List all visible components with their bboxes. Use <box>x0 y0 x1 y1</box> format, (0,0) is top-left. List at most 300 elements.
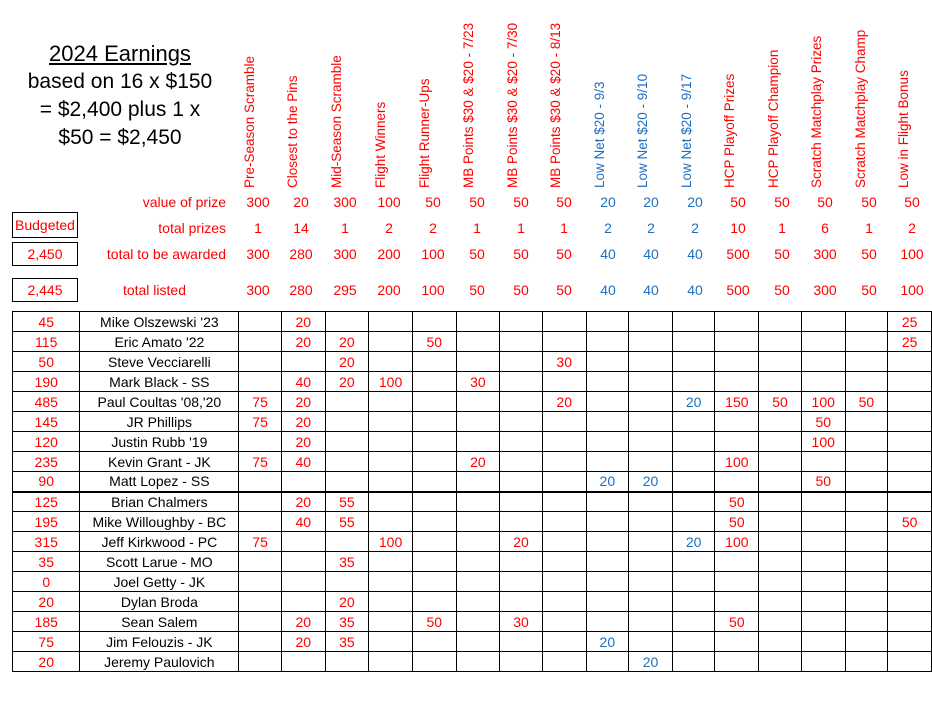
prize-cell <box>888 592 932 612</box>
column-header-label: Pre-Season Scramble <box>242 55 257 188</box>
summary-value-cell: 50 <box>425 194 441 210</box>
prize-cell <box>801 492 845 512</box>
summary-value-cell: 50 <box>774 194 790 210</box>
prize-cell: 100 <box>801 392 845 412</box>
summary-value-cell: 50 <box>904 194 920 210</box>
prize-cell <box>369 612 413 632</box>
prize-cell <box>845 472 888 492</box>
summary-listed-cell: 100 <box>900 282 924 298</box>
prize-cell <box>629 592 673 612</box>
summary-value-cell: 100 <box>377 194 401 210</box>
prize-cell <box>456 332 500 352</box>
table-row <box>13 652 932 672</box>
prize-cell: 20 <box>672 532 715 552</box>
prize-cell <box>412 552 456 572</box>
prize-cell <box>369 332 413 352</box>
prize-cell <box>672 652 715 672</box>
summary-total-cell: 280 <box>289 246 313 262</box>
column-header-label: Flight Winners <box>373 101 388 188</box>
summary-count-cell: 2 <box>604 220 612 236</box>
summary-listed-cell: 300 <box>246 282 270 298</box>
prize-cell <box>629 412 673 432</box>
prize-cell: 20 <box>281 632 325 652</box>
prize-cell: 30 <box>542 352 586 372</box>
column-header <box>367 0 411 188</box>
prize-cell <box>801 372 845 392</box>
summary-count-cell: 2 <box>385 220 393 236</box>
summary-value-cell: 20 <box>293 194 309 210</box>
prize-cell <box>542 312 586 332</box>
prize-cell <box>500 632 543 652</box>
prize-cell <box>629 432 673 452</box>
prize-cell <box>888 352 932 372</box>
prize-cell: 30 <box>500 612 543 632</box>
prize-cell <box>888 472 932 492</box>
prize-cell: 50 <box>801 472 845 492</box>
summary-count-cell: 10 <box>730 220 746 236</box>
prize-cell <box>586 612 629 632</box>
prize-cell: 75 <box>239 412 282 432</box>
table-row <box>13 512 932 532</box>
prize-cell <box>759 452 802 472</box>
player-name-cell: Joel Getty - JK <box>80 572 239 592</box>
prize-cell: 20 <box>281 412 325 432</box>
prize-cell: 75 <box>239 392 282 412</box>
summary-count-cell: 1 <box>778 220 786 236</box>
player-name-cell: Jim Felouzis - JK <box>80 632 239 652</box>
prize-cell <box>629 312 673 332</box>
summary-listed-cell: 500 <box>726 282 750 298</box>
player-name-cell: Steve Vecciarelli <box>80 352 239 372</box>
summary-listed-cell: 295 <box>333 282 357 298</box>
listed-value-box: 2,445 <box>12 278 78 302</box>
prize-cell <box>456 652 500 672</box>
prize-cell <box>412 432 456 452</box>
prize-cell <box>629 492 673 512</box>
prize-cell <box>542 632 586 652</box>
prize-cell <box>759 552 802 572</box>
prize-cell <box>239 492 282 512</box>
prize-cell <box>888 612 932 632</box>
prize-cell <box>325 432 369 452</box>
summary-total-cell: 200 <box>377 246 401 262</box>
prize-cell <box>586 372 629 392</box>
prize-cell <box>888 572 932 592</box>
prize-cell: 20 <box>629 652 673 672</box>
player-name-cell: Jeremy Paulovich <box>80 652 239 672</box>
column-header-label: Low Net $20 - 9/3 <box>592 81 607 188</box>
prize-cell <box>542 552 586 572</box>
prize-cell: 25 <box>888 332 932 352</box>
prize-cell <box>239 632 282 652</box>
prize-cell <box>456 592 500 612</box>
table-row <box>13 532 932 552</box>
prize-cell: 55 <box>325 512 369 532</box>
summary-listed-cell: 40 <box>687 282 703 298</box>
prize-cell <box>888 372 932 392</box>
prize-cell <box>586 572 629 592</box>
table-row <box>13 572 932 592</box>
prize-cell <box>759 592 802 612</box>
prize-cell <box>456 432 500 452</box>
prize-cell <box>412 512 456 532</box>
summary-listed-cell: 40 <box>600 282 616 298</box>
prize-cell <box>500 552 543 572</box>
summary-value-cell: 50 <box>730 194 746 210</box>
prize-cell <box>500 332 543 352</box>
column-header-label: HCP Playoff Champion <box>766 49 781 188</box>
prize-cell: 150 <box>715 392 759 412</box>
prize-cell: 50 <box>759 392 802 412</box>
table-row <box>13 312 932 332</box>
prize-cell <box>845 572 888 592</box>
title-line-2: based on 16 x $150 <box>27 70 213 93</box>
prize-cell <box>239 552 282 572</box>
prize-cell <box>801 512 845 532</box>
budgeted-value-box: 2,450 <box>12 242 78 266</box>
summary-listed-cell: 40 <box>643 282 659 298</box>
prize-cell <box>412 392 456 412</box>
prize-cell <box>715 332 759 352</box>
prize-cell <box>888 552 932 572</box>
player-total-cell: 485 <box>13 392 80 412</box>
player-total-cell: 185 <box>13 612 80 632</box>
prize-cell <box>715 412 759 432</box>
column-header <box>455 0 499 188</box>
prize-cell <box>586 452 629 472</box>
column-header <box>499 0 543 188</box>
prize-cell: 50 <box>715 492 759 512</box>
summary-total-cell: 100 <box>900 246 924 262</box>
prize-cell <box>586 412 629 432</box>
prize-cell: 20 <box>325 372 369 392</box>
summary-total-cell: 300 <box>813 246 837 262</box>
prize-cell <box>845 612 888 632</box>
column-header <box>847 0 891 188</box>
column-header-label: Low in Flight Bonus <box>896 70 911 188</box>
column-header <box>760 0 804 188</box>
player-total-cell: 235 <box>13 452 80 472</box>
budgeted-label-box: Budgeted <box>12 212 78 238</box>
prize-cell: 20 <box>586 472 629 492</box>
prize-cell <box>325 452 369 472</box>
prize-cell <box>239 472 282 492</box>
player-total-cell: 0 <box>13 572 80 592</box>
prize-cell <box>759 352 802 372</box>
prize-cell <box>672 332 715 352</box>
prize-cell <box>759 612 802 632</box>
prize-cell <box>586 512 629 532</box>
player-name-cell: Dylan Broda <box>80 592 239 612</box>
summary-count-cell: 2 <box>908 220 916 236</box>
prize-cell: 100 <box>801 432 845 452</box>
total-listed-label: total listed <box>122 282 186 298</box>
summary-total-cell: 50 <box>469 246 485 262</box>
prize-cell <box>586 592 629 612</box>
prize-cell <box>412 532 456 552</box>
prize-cell <box>542 652 586 672</box>
column-header <box>629 0 673 188</box>
summary-total-cell: 50 <box>556 246 572 262</box>
player-total-cell: 120 <box>13 432 80 452</box>
player-name-cell: Mark Black - SS <box>80 372 239 392</box>
prize-cell <box>239 592 282 612</box>
prize-cell <box>325 412 369 432</box>
prize-cell <box>281 652 325 672</box>
player-name-cell: Justin Rubb '19 <box>80 432 239 452</box>
prize-cell <box>845 412 888 432</box>
prize-cell <box>500 392 543 412</box>
summary-count-cell: 1 <box>341 220 349 236</box>
prize-cell <box>672 432 715 452</box>
prize-cell <box>542 512 586 532</box>
prize-cell <box>281 472 325 492</box>
prize-cell: 25 <box>888 312 932 332</box>
summary-total-cell: 40 <box>643 246 659 262</box>
prize-cell <box>500 432 543 452</box>
prize-cell <box>412 372 456 392</box>
prize-cell: 20 <box>281 392 325 412</box>
prize-cell: 50 <box>801 412 845 432</box>
prize-cell <box>672 492 715 512</box>
prize-cell <box>672 452 715 472</box>
prize-cell <box>369 412 413 432</box>
prize-cell <box>281 592 325 612</box>
prize-cell <box>715 572 759 592</box>
prize-cell <box>629 552 673 572</box>
prize-cell: 50 <box>412 332 456 352</box>
prize-cell <box>888 652 932 672</box>
prize-cell <box>586 352 629 372</box>
prize-cell <box>629 532 673 552</box>
player-name-cell: Mike Olszewski '23 <box>80 312 239 332</box>
prize-cell <box>500 352 543 372</box>
table-row <box>13 372 932 392</box>
prize-cell <box>456 352 500 372</box>
prize-cell <box>542 612 586 632</box>
prize-cell <box>759 412 802 432</box>
player-name-cell: Sean Salem <box>80 612 239 632</box>
prize-cell <box>759 492 802 512</box>
prize-cell <box>845 552 888 572</box>
column-header <box>673 0 717 188</box>
prize-cell <box>672 372 715 392</box>
prize-cell <box>586 332 629 352</box>
prize-cell <box>672 412 715 432</box>
prize-cell <box>801 332 845 352</box>
prize-cell <box>586 312 629 332</box>
prize-cell <box>801 592 845 612</box>
prize-cell <box>325 572 369 592</box>
prize-cell <box>500 652 543 672</box>
prize-cell <box>325 472 369 492</box>
column-header-label: Flight Runner-Ups <box>417 78 432 188</box>
player-total-cell: 75 <box>13 632 80 652</box>
prize-cell <box>542 332 586 352</box>
prize-cell <box>672 472 715 492</box>
prize-cell <box>542 372 586 392</box>
prize-cell <box>369 652 413 672</box>
prize-cell <box>845 312 888 332</box>
summary-listed-cell: 280 <box>289 282 313 298</box>
summary-value-cell: 20 <box>643 194 659 210</box>
column-header <box>411 0 455 188</box>
prize-cell <box>888 392 932 412</box>
summary-total-cell: 300 <box>246 246 270 262</box>
summary-listed-cell: 50 <box>774 282 790 298</box>
prize-cell <box>456 312 500 332</box>
prize-cell <box>629 512 673 532</box>
prize-cell <box>412 412 456 432</box>
prize-cell <box>801 572 845 592</box>
prize-cell: 40 <box>281 512 325 532</box>
prize-cell <box>759 312 802 332</box>
prize-cell <box>888 632 932 652</box>
table-row <box>13 352 932 372</box>
summary-count-cell: 1 <box>517 220 525 236</box>
prize-cell: 40 <box>281 372 325 392</box>
prize-cell <box>759 332 802 352</box>
column-header-label: Scratch Matchplay Prizes <box>809 35 824 188</box>
summary-total-cell: 50 <box>513 246 529 262</box>
prize-cell: 20 <box>325 332 369 352</box>
sheet-title: 2024 Earnings <box>49 41 191 66</box>
column-header-label: MB Points $30 & $20 - 8/13 <box>548 22 563 188</box>
prize-cell <box>845 652 888 672</box>
prize-cell <box>325 312 369 332</box>
summary-listed-cell: 300 <box>813 282 837 298</box>
prize-cell <box>500 512 543 532</box>
prize-cell <box>325 532 369 552</box>
prize-cell <box>281 572 325 592</box>
prize-cell <box>239 372 282 392</box>
column-header-label: MB Points $30 & $20 - 7/23 <box>461 22 476 188</box>
table-row <box>13 612 932 632</box>
prize-cell <box>412 632 456 652</box>
table-row <box>13 592 932 612</box>
prize-cell <box>672 592 715 612</box>
prize-cell <box>672 512 715 532</box>
player-total-cell: 145 <box>13 412 80 432</box>
prize-cell <box>715 652 759 672</box>
prize-cell <box>672 612 715 632</box>
prize-cell <box>801 552 845 572</box>
prize-cell: 75 <box>239 532 282 552</box>
prize-cell <box>281 552 325 572</box>
summary-count-cell: 2 <box>691 220 699 236</box>
prize-cell <box>369 592 413 612</box>
column-header <box>542 0 586 188</box>
prize-cell <box>586 392 629 412</box>
player-name-cell: Brian Chalmers <box>80 492 239 512</box>
prize-cell <box>542 432 586 452</box>
column-header-label: Scratch Matchplay Champ <box>853 29 868 188</box>
value-of-prize-label: value of prize <box>142 194 226 210</box>
table-row <box>13 452 932 472</box>
prize-cell <box>500 572 543 592</box>
summary-listed-cell: 50 <box>469 282 485 298</box>
prize-cell <box>412 452 456 472</box>
title-block <box>10 40 230 152</box>
prize-cell <box>456 532 500 552</box>
summary-listed-cell: 100 <box>421 282 445 298</box>
prize-cell <box>629 372 673 392</box>
table-row <box>13 392 932 412</box>
prize-cell <box>845 532 888 552</box>
prize-cell <box>500 472 543 492</box>
prize-cell: 20 <box>542 392 586 412</box>
total-prizes-label: total prizes <box>158 220 226 236</box>
earnings-table <box>12 311 932 672</box>
prize-cell <box>845 332 888 352</box>
prize-cell <box>801 452 845 472</box>
prize-cell <box>500 492 543 512</box>
prize-cell <box>369 452 413 472</box>
prize-cell <box>456 572 500 592</box>
summary-count-cell: 1 <box>865 220 873 236</box>
prize-cell <box>759 632 802 652</box>
prize-cell <box>845 492 888 512</box>
summary-total-cell: 50 <box>861 246 877 262</box>
prize-cell: 35 <box>325 552 369 572</box>
table-row <box>13 472 932 492</box>
title-line-3: = $2,400 plus 1 x <box>39 98 201 121</box>
prize-cell <box>239 312 282 332</box>
player-total-cell: 35 <box>13 552 80 572</box>
player-name-cell: Matt Lopez - SS <box>80 472 239 492</box>
summary-value-cell: 50 <box>817 194 833 210</box>
prize-cell <box>801 632 845 652</box>
prize-cell <box>412 472 456 492</box>
column-header-label: HCP Playoff Prizes <box>722 73 737 188</box>
prize-cell: 100 <box>369 532 413 552</box>
prize-cell <box>888 412 932 432</box>
prize-cell <box>759 652 802 672</box>
prize-cell <box>412 312 456 332</box>
prize-cell <box>239 652 282 672</box>
summary-total-cell: 40 <box>600 246 616 262</box>
prize-cell <box>759 472 802 492</box>
prize-cell <box>715 432 759 452</box>
prize-cell: 20 <box>500 532 543 552</box>
player-total-cell: 315 <box>13 532 80 552</box>
prize-cell <box>715 592 759 612</box>
summary-value-cell: 50 <box>513 194 529 210</box>
table-row <box>13 552 932 572</box>
player-total-cell: 125 <box>13 492 80 512</box>
prize-cell <box>369 492 413 512</box>
column-header <box>803 0 847 188</box>
summary-value-cell: 50 <box>556 194 572 210</box>
prize-cell <box>888 532 932 552</box>
table-row <box>13 432 932 452</box>
prize-cell: 20 <box>586 632 629 652</box>
prize-cell <box>845 512 888 532</box>
prize-cell: 100 <box>715 452 759 472</box>
player-total-cell: 45 <box>13 312 80 332</box>
player-total-cell: 190 <box>13 372 80 392</box>
table-row <box>13 492 932 512</box>
prize-cell <box>239 612 282 632</box>
player-total-cell: 115 <box>13 332 80 352</box>
player-name-cell: Paul Coultas '08,'20 <box>80 392 239 412</box>
prize-cell <box>845 432 888 452</box>
prize-cell <box>759 372 802 392</box>
prize-cell <box>801 312 845 332</box>
prize-cell <box>500 372 543 392</box>
prize-cell <box>888 452 932 472</box>
prize-cell <box>801 532 845 552</box>
